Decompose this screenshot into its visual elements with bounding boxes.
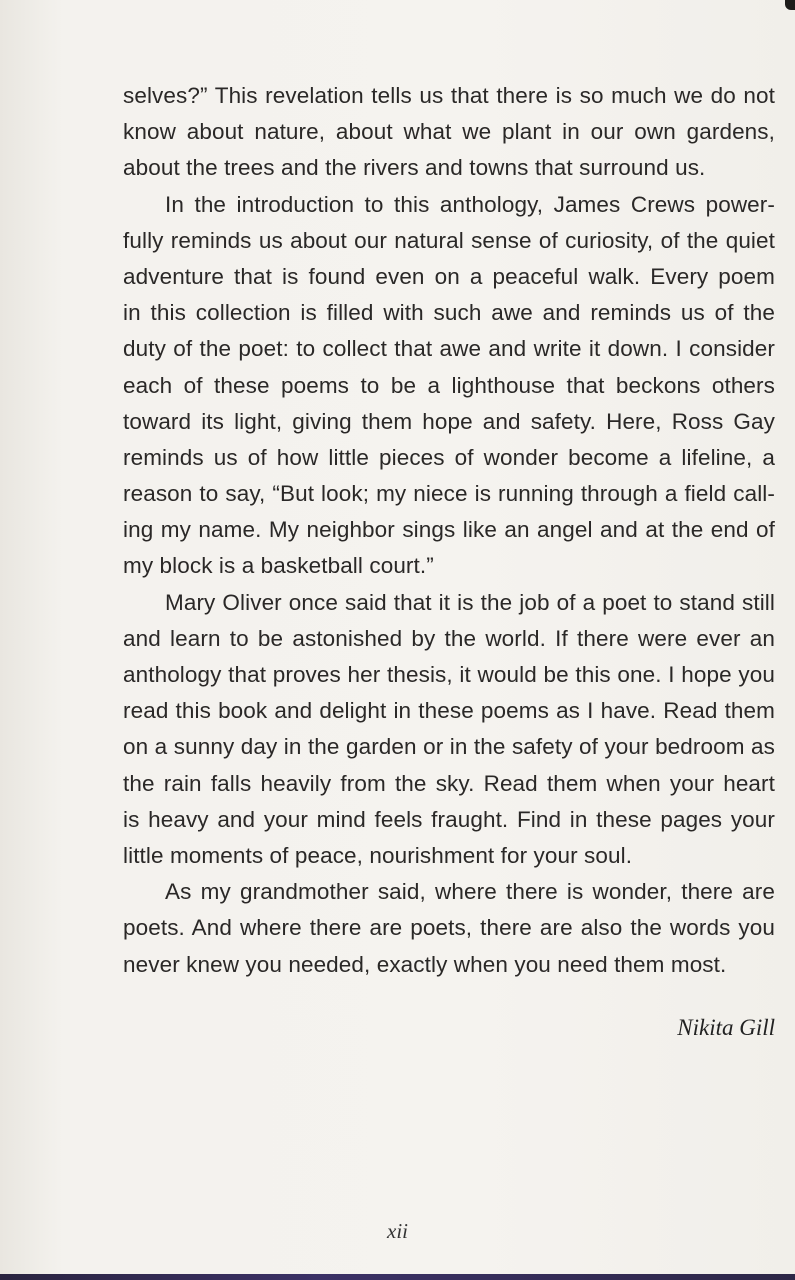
text-line: about the trees and the rivers and towns that surround us. (123, 155, 706, 181)
text-line: In the introduction to this anthology, James Crews power- (165, 191, 775, 217)
paragraph-3 (123, 585, 775, 875)
body-text (123, 78, 775, 983)
paragraph-4 (123, 874, 775, 983)
text-line: reason to say, “But look; my niece is running through a field call- (123, 481, 775, 507)
text-line: my block is a basketball court.” (123, 553, 434, 579)
text-line: ing my name. My neighbor sings like an angel and at the end of (123, 517, 775, 543)
page-number: xii (387, 1219, 408, 1243)
text-line: never knew you needed, exactly when you need them most. (123, 951, 727, 977)
page-bottom-edge (0, 1274, 795, 1280)
paragraph-2 (123, 187, 775, 585)
text-line: know about nature, about what we plant in our own gardens, (123, 119, 775, 145)
text-line: poets. And where there are poets, there are also the words you (123, 915, 775, 941)
text-line: each of these poems to be a lighthouse that beckons others (123, 372, 775, 398)
text-line: duty of the poet: to collect that awe and write it down. I consider (123, 336, 775, 362)
text-line: selves?” This revelation tells us that there is so much we do not (123, 83, 775, 108)
text-line: adventure that is found even on a peaceful walk. Every poem (123, 263, 775, 289)
text-line: little moments of peace, nourishment for your soul. (123, 842, 633, 868)
text-line: toward its light, giving them hope and safety. Here, Ross Gay (123, 408, 775, 434)
text-line: on a sunny day in the garden or in the safety of your bedroom as (123, 734, 775, 760)
text-line: in this collection is filled with such awe and reminds us of the (123, 300, 775, 326)
text-line: and learn to be astonished by the world. If there were ever an (123, 625, 775, 651)
text-line: is heavy and your mind feels fraught. Find in these pages your (123, 806, 775, 832)
text-line: fully reminds us about our natural sense of curiosity, of the quiet (123, 227, 775, 253)
paragraph-1 (123, 78, 775, 187)
page-corner-shadow (785, 0, 795, 10)
author-signature: Nikita Gill (677, 1015, 775, 1040)
text-line: anthology that proves her thesis, it would be this one. I hope you (123, 662, 775, 687)
text-line: As my grandmother said, where there is wonder, there are (165, 879, 775, 905)
text-line: read this book and delight in these poems as I have. Read them (123, 698, 775, 724)
text-line: reminds us of how little pieces of wonder become a lifeline, a (123, 444, 775, 470)
text-line: the rain falls heavily from the sky. Read them when your heart (123, 770, 775, 796)
text-line: Mary Oliver once said that it is the job of a poet to stand still (165, 589, 775, 615)
